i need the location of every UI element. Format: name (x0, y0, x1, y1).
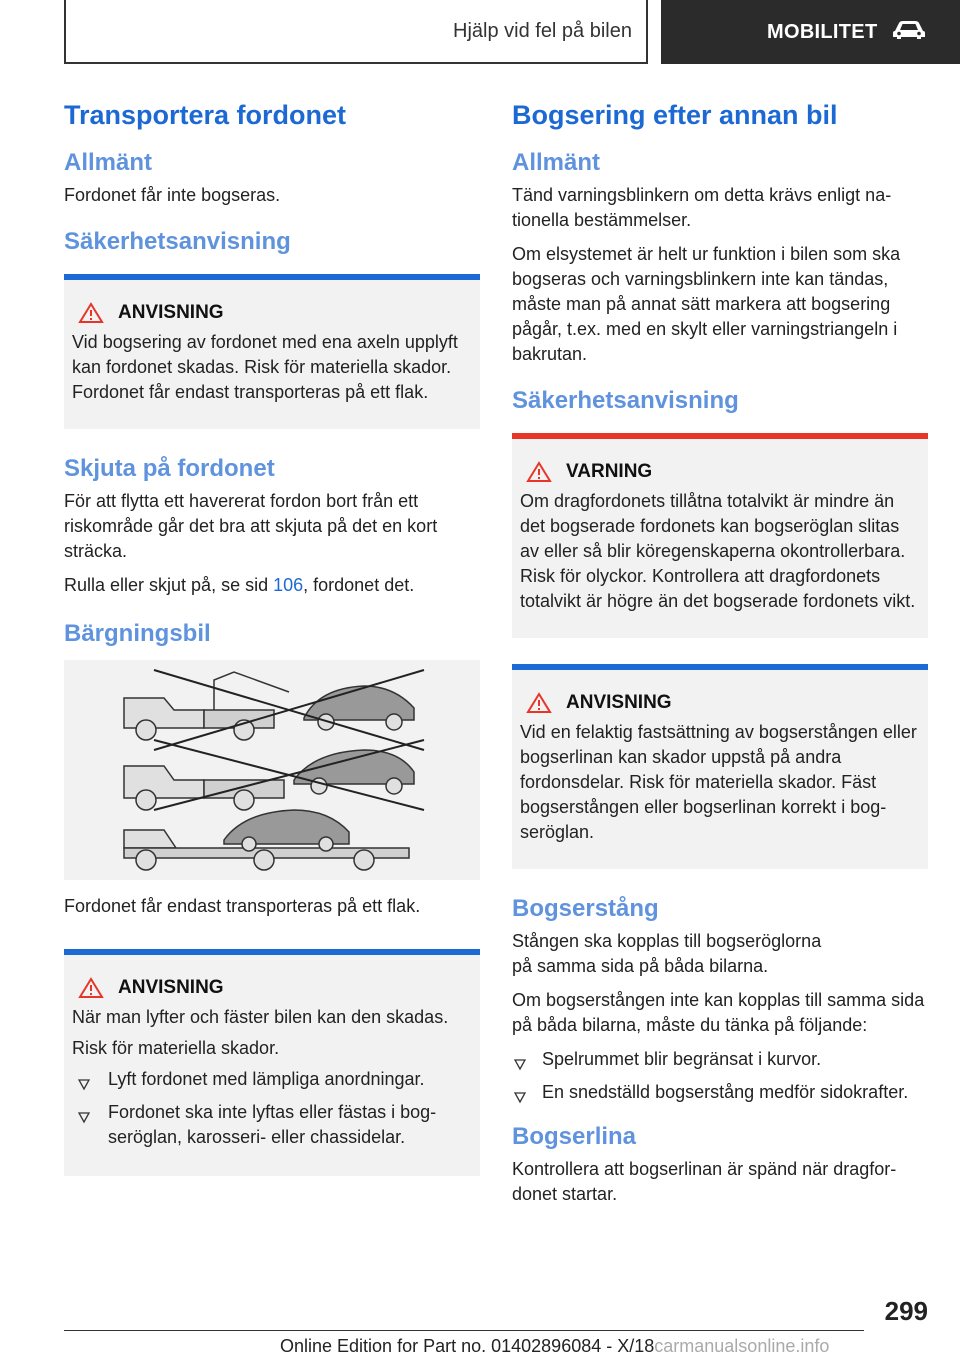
warning-triangle-icon (526, 692, 552, 714)
bar-text: Stången ska kopplas till bogseröglorna på samma sida på båda bilarna. (512, 931, 822, 976)
triangle-bullet-icon (514, 1053, 526, 1065)
notice-title-text: ANVISNING (118, 302, 224, 323)
push-heading: Skjuta på fordonet (64, 455, 275, 482)
notice-box-transport (64, 274, 480, 429)
warning-title-text: VARNING (566, 461, 653, 482)
notice-title (72, 302, 472, 324)
bar-text: Om bogserstången inte kan kopplas till samma sida på båda bilarna, måste du tänka på följande: (512, 990, 925, 1035)
figure-caption: Fordonet får endast transporteras på ett flak. (64, 896, 421, 916)
notice-list (72, 1067, 472, 1150)
warning-triangle-icon (78, 302, 104, 324)
notice-title (72, 977, 472, 999)
triangle-bullet-icon (78, 1106, 90, 1118)
push-reference-text: Rulla eller skjut på, se sid 106, fordonet det. (64, 575, 415, 595)
right-allmant-text: Tänd varningsblinkern om detta krävs enligt nationella bestämmelser. (512, 185, 892, 230)
tow-truck-drawing (64, 660, 480, 880)
warning-triangle-icon (526, 461, 552, 483)
left-safety-heading: Säkerhetsanvisning (64, 228, 291, 255)
edition-text: Online Edition for Part no. 01402896084 - X/18 (280, 1336, 655, 1356)
bar-list (512, 1047, 928, 1105)
footer-divider (64, 1330, 864, 1331)
notice-text: När man lyfter och fäster bilen kan den skadas. (72, 1007, 449, 1027)
right-safety-heading: Säkerhetsanvisning (512, 387, 739, 414)
list-item: Lyft fordonet med lämpliga anordningar. (72, 1067, 472, 1092)
page-number: 299 (884, 1296, 928, 1326)
notice-title (520, 692, 920, 714)
right-main-title: Bogsering efter annan bil (512, 100, 838, 130)
warning-triangle-icon (78, 977, 104, 999)
notice-box-towing (512, 664, 928, 869)
section-title (64, 0, 648, 64)
chapter-tab (661, 0, 960, 64)
triangle-bullet-icon (514, 1086, 526, 1098)
right-allmant-heading: Allmänt (512, 149, 601, 176)
notice-title-text: ANVISNING (118, 977, 224, 998)
push-text: För att flytta ett havererat fordon bort från ett riskområde går det bra att skjuta på det en kort sträcka. (64, 491, 438, 561)
left-column (64, 100, 480, 1202)
right-column (512, 100, 928, 1216)
page-link-106[interactable]: 106 (273, 575, 304, 595)
notice-text: Vid bogsering av fordonet med ena axeln upplyft kan fordonet skadas. Risk för materiella skador. Fordonet får endast transporteras på ett flak. (72, 332, 458, 402)
triangle-bullet-icon (78, 1073, 90, 1085)
watermark-text: carmanualsonline.info (654, 1336, 830, 1356)
notice-text: Risk för materiella skador. (72, 1038, 280, 1058)
list-item: Fordonet ska inte lyftas eller fästas i bogseröglan, karosseri- eller chassidelar. (72, 1100, 472, 1150)
tow-truck-illustration (64, 660, 480, 880)
left-main-title: Transportera fordonet (64, 100, 347, 130)
notice-box-lifting (64, 949, 480, 1176)
tow-truck-heading: Bärgningsbil (64, 620, 211, 647)
notice-title-text: ANVISNING (566, 692, 672, 713)
section-title-text: Hjälp vid fel på bilen (453, 19, 632, 42)
rope-text: Kontrollera att bogserlinan är spänd när dragfordonet startar. (512, 1159, 897, 1204)
warning-title (520, 461, 920, 483)
page-header (64, 0, 960, 66)
right-allmant-text: Om elsystemet är helt ur funktion i bilen som ska bogseras och varningsblinkern inte kan tändas, måste man på annat sätt markera att bogsering pågår, t.ex. med en skylt eller varningstriangeln i bakrutan. (512, 244, 901, 364)
car-icon (891, 17, 927, 47)
left-allmant-text: Fordonet får inte bogseras. (64, 185, 281, 205)
rope-heading: Bogserlina (512, 1123, 637, 1150)
list-item: Spelrummet blir begränsat i kurvor. (512, 1047, 928, 1072)
warning-box (512, 433, 928, 638)
left-allmant-heading: Allmänt (64, 149, 153, 176)
chapter-title-text: MOBILITET (767, 20, 878, 43)
notice-text: Vid en felaktig fastsättning av bogserstången eller bogserlinan kan skador uppstå på andra fordonsdelar. Risk för materiella skador. Fäst bogserstången eller bogserlinan korrekt i bogseröglan. (520, 722, 917, 842)
bar-heading: Bogserstång (512, 895, 659, 922)
list-item: En snedställd bogserstång medför sidokrafter. (512, 1080, 928, 1105)
warning-text: Om dragfordonets tillåtna totalvikt är mindre än det bogserade fordonets kan bogseröglan slitas av eller så blir köregenskaperna okontrollerbara. Risk för olyckor. Kontrollera att dragfordonets totalvikt är högre än det bogserade fordonets vikt. (520, 491, 916, 611)
footer-edition (280, 1336, 829, 1357)
